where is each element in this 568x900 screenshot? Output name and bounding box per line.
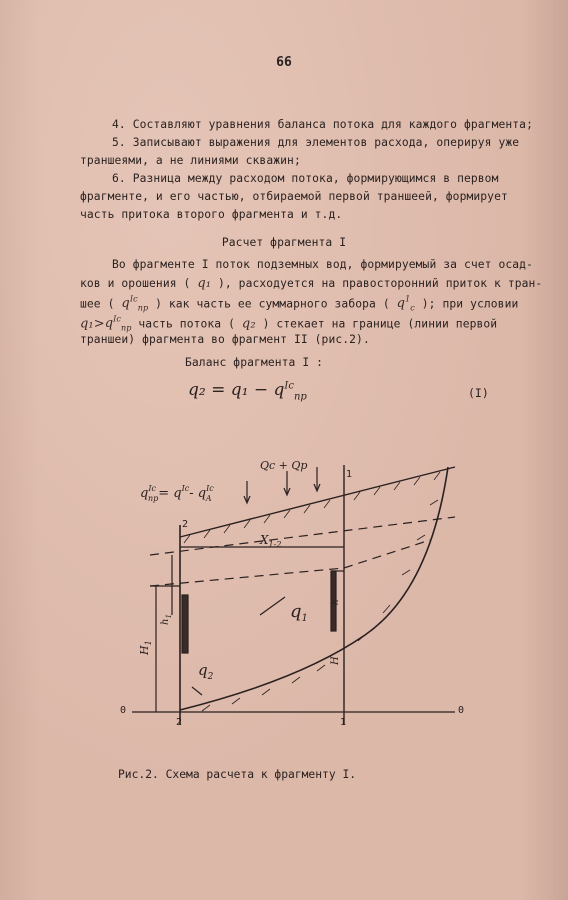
section-title: Расчет фрагмента I — [221, 236, 347, 249]
paragraph-text: ) как часть ее суммарного забора ( — [155, 297, 390, 311]
symbol-q1: q₁ — [80, 316, 94, 332]
symbol-q-pr-ic: $q^{Ic}_{пр}$ — [121, 295, 149, 313]
trench-left — [182, 595, 188, 653]
top-label-1: 1 — [346, 469, 353, 480]
paragraph-line-3 — [80, 295, 518, 313]
paragraph-line-2 — [80, 276, 542, 291]
figure-caption: Рис.2. Схема расчета к фрагменту I. — [118, 768, 357, 781]
symbol-q2: q₂ — [241, 316, 256, 332]
label-x12: $X_{1-2}$ — [260, 533, 282, 549]
label-h1: $h_1$ — [160, 614, 173, 625]
label-q2: $q_2$ — [198, 661, 214, 682]
paragraph-line-1: Во фрагменте I поток подземных вод, формируемый за счет осад- — [112, 258, 533, 271]
list-item-6-cont2: часть притока второго фрагмента и т.д. — [80, 208, 343, 221]
figure-diagram — [110, 455, 470, 735]
symbol-q1: q₁ — [197, 276, 212, 291]
list-item-4: 4. Составляют уравнения баланса потока для каждого фрагмента; — [112, 118, 533, 131]
paragraph-text: ); при условии — [421, 297, 519, 311]
paragraph-text: ) стекает на границе (линии первой — [262, 317, 498, 331]
balance-formula: $q_2 = q_1 - q^{Ic}_{пр}$ — [188, 380, 307, 403]
tick-label-1: 1 — [340, 717, 347, 728]
label-h2: h — [331, 599, 341, 605]
water-table-upper — [150, 517, 455, 555]
water-table-lower — [150, 568, 344, 586]
label-top-formula: $q^{Ic}$ $пр= q^{Ic}-$ $q^{Ic}$ A — [140, 484, 214, 503]
list-item-6: 6. Разница между расходом потока, формирующимся в первом — [112, 172, 499, 185]
paragraph-text: часть потока ( — [138, 317, 236, 331]
water-table-right — [344, 540, 430, 568]
list-item-6-cont: фрагменте, и его частью, отбираемой первой траншеей, формирует — [80, 190, 508, 203]
paragraph-line-5: траншеи) фрагмента во фрагмент II (рис.2). — [80, 333, 370, 346]
label-q1: $q_1$ — [290, 601, 308, 624]
symbol-q-c-1: $q^1_c$ — [396, 295, 415, 313]
tick-label-2: 2 — [176, 717, 183, 728]
axis-label-right: 0 — [458, 705, 465, 716]
list-item-5: 5. Записывают выражения для элементов расхода, оперируя уже — [112, 136, 520, 149]
paragraph-text: ), расходуется на правосторонний приток к тран- — [217, 277, 543, 290]
paragraph-text: ков и орошения ( — [80, 277, 191, 290]
label-H2: H — [330, 656, 341, 665]
list-item-5-cont: траншеями, а не линиями скважин; — [80, 154, 301, 167]
label-H1: $H_1$ — [138, 640, 153, 655]
axis-label-left: 0 — [120, 705, 127, 716]
label-qc-qp: Qc + Qp — [260, 459, 308, 472]
paragraph-line-4: $q_1>q^{Ic}_{пр}$ часть потока ( q₂ ) стекает на границе (линии первой — [80, 315, 498, 333]
balance-label: Баланс фрагмента I : — [185, 356, 324, 369]
top-label-2: 2 — [182, 519, 189, 530]
equation-number: (I) — [468, 386, 489, 400]
paragraph-text: шее ( — [80, 297, 115, 311]
symbol-q-pr-ic: $q^{Ic}_{пр}$ — [104, 315, 132, 333]
page-number: 66 — [276, 55, 292, 70]
